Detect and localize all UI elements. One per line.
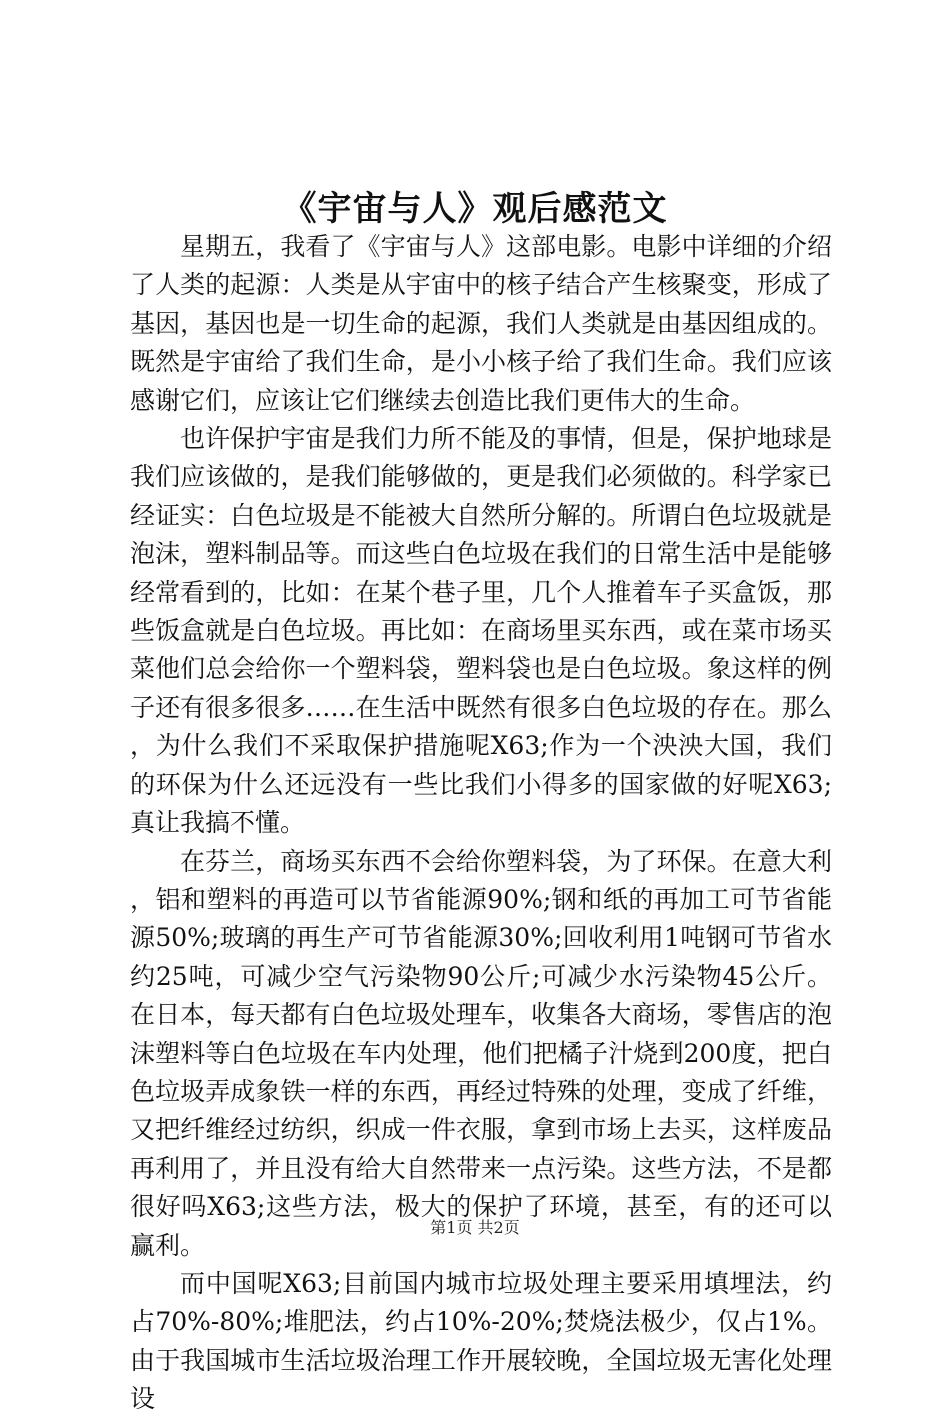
paragraph-2: 也许保护宇宙是我们力所不能及的事情，但是，保护地球是我们应该做的，是我们能够做的，更是我们必须做的。科学家已经证实：白色垃圾是不能被大自然所分解的。所谓白色垃圾就是泡沫，塑料制品等。而这些白色垃圾在我们的日常生活中是能够经常看到的，比如：在某个巷子里，几个人推着车子买盒饭，那些饭盒就是白色垃圾。再比如：在商场里买东西，或在菜市场买菜他们总会给你一个塑料袋，塑料袋也是白色垃圾。象这样的例子还有很多很多……在生活中既然有很多白色垃圾的存在。那么，为什么我们不采取保护措施呢X63;作为一个泱泱大国，我们的环保为什么还远没有一些比我们小得多的国家做的好呢X63;真让我搞不懂。	[130, 424, 832, 838]
page-footer: 第1页 共2页	[430, 1218, 520, 1237]
document-body	[130, 228, 832, 1419]
paragraph-3: 在芬兰，商场买东西不会给你塑料袋，为了环保。在意大利，铝和塑料的再造可以节省能源90%;钢和纸的再加工可节省能源50%;玻璃的再生产可节省能源30%;回收利用1吨钢可节省水约25吨，可减少空气污染物90公斤;可减少水污染物45公斤。在日本，每天都有白色垃圾处理车，收集各大商场，零售店的泡沫塑料等白色垃圾在车内处理，他们把橘子汁烧到200度，把白色垃圾弄成象铁一样的东西，再经过特殊的处理，变成了纤维，又把纤维经过纺织，织成一件衣服，拿到市场上去买，这样废品再利用了，并且没有给大自然带来一点污染。这些方法，不是都很好吗X63;这些方法，极大的保护了环境，甚至，有的还可以赢利。	[130, 846, 832, 1260]
paragraph-1: 星期五，我看了《宇宙与人》这部电影。电影中详细的介绍了人类的起源：人类是从宇宙中的核子结合产生核聚变，形成了基因，基因也是一切生命的起源，我们人类就是由基因组成的。既然是宇宙给了我们生命，是小小核子给了我们生命。我们应该感谢它们，应该让它们继续去创造比我们更伟大的生命。	[130, 232, 832, 415]
paragraph-4: 而中国呢X63;目前国内城市垃圾处理主要采用填埋法，约占70%-80%;堆肥法，约占10%-20%;焚烧法极少，仅占1%。由于我国城市生活垃圾治理工作开展较晚，全国垃圾无害化处理设	[130, 1268, 832, 1414]
document-title: 《宇宙与人》观后感范文	[282, 189, 668, 229]
